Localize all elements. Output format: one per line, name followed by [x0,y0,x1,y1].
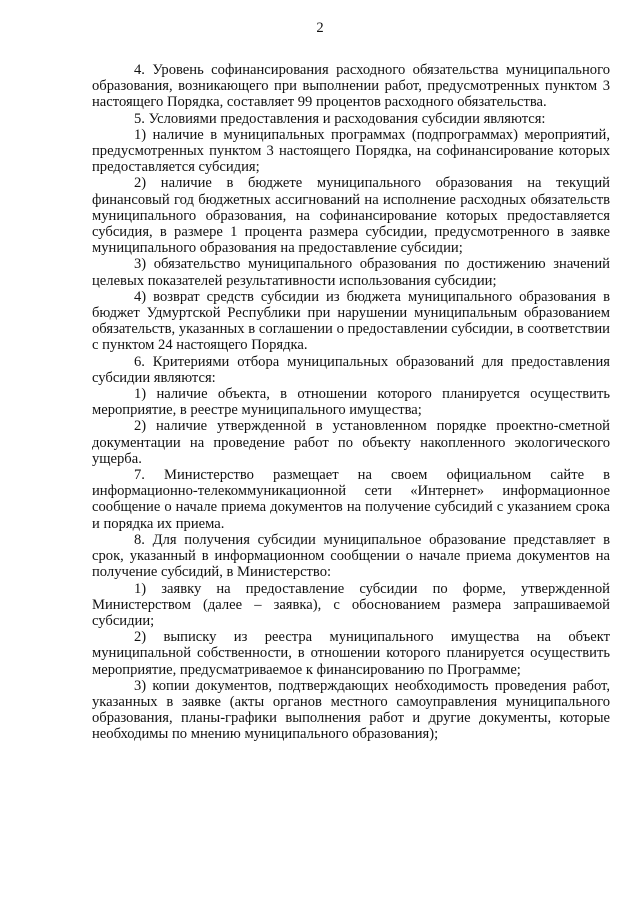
paragraph-6: 6. Критериями отбора муниципальных образований для предоставления субсидии являются: [92,353,610,386]
paragraph-8-item-1: 1) заявку на предоставление субсидии по форме, утвержденной Министерством (далее – заявка), с обоснованием размера запрашиваемой субсидии; [92,580,610,629]
paragraph-4: 4. Уровень софинансирования расходного обязательства муниципального образования, возникающего при выполнении работ, предусмотренных пунктом 3 настоящего Порядка, составляет 99 процентов расходного обязательства. [92,62,610,111]
page-number: 2 [316,20,324,36]
paragraph-8-item-2: 2) выписку из реестра муниципального имущества на объект муниципальной собственности, в отношении которого планируется осуществить мероприятие, предусматриваемое к финансированию по Программе; [92,629,610,678]
document-body [92,62,610,743]
paragraph-8: 8. Для получения субсидии муниципальное образование представляет в срок, указанный в информационном сообщении о начале приема документов на получение субсидий, в Министерство: [92,531,610,581]
paragraph-6-item-1: 1) наличие объекта, в отношении которого планируется осуществить мероприятие, в реестре муниципального имущества; [92,386,610,419]
paragraph-8-item-3: 3) копии документов, подтверждающих необходимость проведения работ, указанных в заявке (акты органов местного самоуправления муниципального образования, планы-графики выполнения работ и другие документы, которые необходимы по мнению муниципального образования); [92,677,610,743]
paragraph-5-item-4: 4) возврат средств субсидии из бюджета муниципального образования в бюджет Удмуртской Республики при нарушении муниципальным образованием обязательств, указанных в соглашении о предоставлении субсидии, в соответствии с пунктом 24 настоящего Порядка. [92,288,610,354]
paragraph-5-item-3: 3) обязательство муниципального образования по достижению значений целевых показателей результативности использования субсидии; [92,256,610,289]
paragraph-5-item-1: 1) наличие в муниципальных программах (подпрограммах) мероприятий, предусмотренных пунктом 3 настоящего Порядка, на софинансирование которых предоставляется субсидия; [92,126,610,176]
paragraph-5-item-2: 2) наличие в бюджете муниципального образования на текущий финансовый год бюджетных ассигнований на исполнение расходных обязательств муниципального образования, на софинансирование которых предоставляется субсидия, в размере 1 процента размера субсидии, предусмотренного в заявке муниципального образования на предоставление субсидии; [92,175,610,257]
paragraph-5: 5. Условиями предоставления и расходования субсидии являются: [134,110,546,127]
paragraph-6-item-2: 2) наличие утвержденной в установленном порядке проектно-сметной документации на проведение работ по объекту накопленного экологического ущерба. [92,418,610,467]
paragraph-7: 7. Министерство размещает на своем официальном сайте в информационно-телекоммуникационной сети «Интернет» информационное сообщение о начале приема документов на получение субсидий с указанием срока и порядка их приема. [92,467,610,532]
